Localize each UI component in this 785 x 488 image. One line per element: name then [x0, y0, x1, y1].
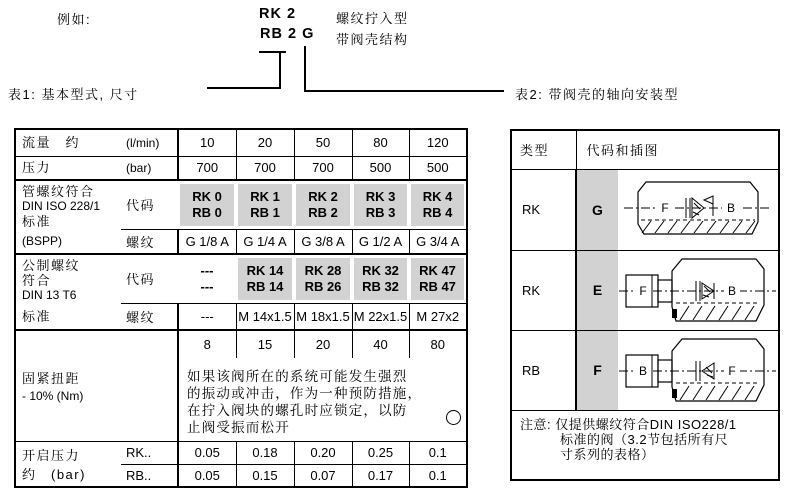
basic-type-table [14, 128, 468, 488]
metric-code-cell [236, 254, 294, 303]
housing-valve-diagram [618, 331, 778, 407]
table2-caption: 表2: 带阀壳的轴向安装型 [515, 87, 679, 102]
opening-label-line2: 约 (bar) [22, 467, 86, 483]
metric-code-cell [294, 254, 352, 303]
opening-rb-value: 0.17 [352, 464, 409, 487]
metric-label-line1: 公制螺纹 [22, 258, 81, 273]
bspp-thread: G 3/4 A [409, 229, 467, 254]
flow-row [15, 129, 467, 156]
torque-note-line: 的振动或冲击，作为一种预防措施， [187, 385, 423, 401]
opening-rk-label: RK.. [121, 441, 178, 464]
pressure-value: 500 [409, 156, 467, 180]
code-rk: --- [200, 262, 214, 278]
metric-thread: --- [178, 303, 236, 330]
torque-row [15, 330, 467, 358]
code-rk: RK 28 [304, 262, 342, 278]
valve-diagram-cell [618, 169, 779, 250]
table2-note-line2: 标准的阀（3.2节包括所有尺 [560, 431, 729, 447]
note-circle-mark [446, 410, 461, 425]
code-rb: RB 47 [419, 278, 456, 294]
torque-label-line1: 固紧扭距 [22, 371, 81, 387]
opening-rk-value: 0.18 [236, 441, 294, 464]
bspp-code-cell [409, 180, 467, 229]
opening-rk-value: 0.1 [409, 441, 467, 464]
housing-valve-diagram [618, 251, 778, 327]
flow-value: 50 [294, 129, 352, 156]
code-rk: RK 1 [250, 188, 280, 204]
bspp-code-cell [294, 180, 352, 229]
code-rb: RB 3 [365, 204, 396, 220]
opening-rb-label: RB.. [126, 467, 152, 483]
bspp-thread: G 1/4 A [236, 229, 294, 254]
order-code-rk: RK 2 [259, 6, 297, 22]
opening-label [15, 441, 121, 487]
valve-diagram-cell [618, 250, 779, 330]
bspp-code-cell [236, 180, 294, 229]
type-value: RK [511, 250, 576, 330]
metric-thread-row [15, 303, 467, 330]
metric-label-line3: DIN 13 T6 [22, 288, 77, 302]
type-value: RK [511, 169, 576, 250]
code-illustration-header: 代码和插图 [576, 130, 779, 169]
bspp-thread-row [15, 229, 467, 254]
torque-value: 20 [294, 330, 352, 358]
code-rk: RK 3 [365, 188, 396, 204]
metric-thread: M 14x1.5 [236, 303, 294, 330]
bspp-label [15, 180, 121, 229]
code-rk: RK 32 [362, 262, 399, 278]
bspp-thread-label: 螺纹 [121, 229, 178, 254]
torque-label-line2: - 10% (Nm) [22, 389, 84, 404]
code-value: F [576, 330, 618, 410]
code-value: E [576, 250, 618, 330]
port-left-label: B [638, 363, 648, 378]
torque-value: 80 [409, 330, 467, 358]
metric-code-cell [178, 254, 236, 303]
code-rb: RB 14 [246, 278, 284, 294]
port-right-label: B [726, 201, 736, 215]
port-right-label: F [728, 363, 736, 378]
code-rb: --- [200, 278, 214, 294]
code-rk: RK 47 [419, 262, 456, 278]
torque-note-line: 止阀受振而松开 [187, 419, 290, 435]
opening-label-line1: 开启压力 [22, 448, 81, 464]
pressure-row [15, 156, 467, 180]
connector-bracket-line [259, 51, 286, 53]
code-rb: RB 4 [422, 204, 453, 220]
code-rk: RK 2 [308, 188, 338, 204]
table2-note-line3: 寸系列的表格） [560, 446, 655, 462]
bspp-label-line3: 标准 [22, 214, 52, 229]
valve-diagram-cell [618, 330, 779, 410]
pressure-value: 700 [178, 156, 236, 180]
bspp-thread: G 3/8 A [294, 229, 352, 254]
row-rk-e [511, 250, 779, 330]
code-rk: RK 4 [422, 188, 453, 204]
bspp-thread: G 1/2 A [352, 229, 409, 254]
row-rb-f [511, 330, 779, 410]
port-left-label: F [661, 201, 669, 215]
table2-note-cell [511, 410, 779, 480]
bspp-label-line4: (BSPP) [15, 229, 121, 254]
opening-rb-value: 0.15 [236, 464, 294, 487]
flow-value: 10 [178, 129, 236, 156]
row-rk-g [511, 169, 779, 250]
opening-rb-value: 0.05 [178, 464, 236, 487]
bspp-code-cell [178, 180, 236, 229]
metric-thread: M 27x2 [409, 303, 467, 330]
torque-value: 15 [236, 330, 294, 358]
metric-code-row [15, 254, 467, 303]
connector-horizontal-left [207, 87, 281, 89]
bspp-label-line2: DIN ISO 228/1 [22, 199, 101, 213]
housing-type-table [510, 129, 780, 481]
order-code-rb-desc: 带阀壳结构 [336, 32, 409, 47]
table2 [510, 129, 780, 481]
code-rk: RK 14 [246, 262, 284, 278]
torque-note-cell [178, 358, 467, 441]
torque-value: 40 [352, 330, 409, 358]
bspp-label-line1: 管螺纹符合 [22, 184, 95, 199]
metric-thread-label: 螺纹 [121, 303, 178, 330]
table1-caption: 表1: 基本型式, 尺寸 [8, 87, 139, 102]
metric-label [15, 254, 121, 303]
code-rk: RK 0 [192, 188, 222, 204]
pressure-label: 压力 [15, 156, 121, 180]
example-label: 例如: [57, 12, 92, 27]
torque-value: 8 [178, 330, 236, 358]
port-left-label: F [639, 283, 647, 298]
bspp-code-label: 代码 [121, 180, 178, 229]
code-rb: RB 1 [250, 204, 280, 220]
flow-value: 20 [236, 129, 294, 156]
metric-thread: M 22x1.5 [352, 303, 409, 330]
metric-label-line2: 符合 [22, 273, 52, 288]
code-rb: RB 0 [192, 204, 222, 220]
opening-rk-value: 0.25 [352, 441, 409, 464]
order-code-rk-desc: 螺纹拧入型 [336, 11, 409, 26]
order-code-rb: RB 2 G [260, 26, 315, 42]
torque-note-line: 在拧入阀块的螺孔时应锁定，以防 [187, 402, 408, 418]
code-value: G [576, 169, 618, 250]
metric-code-cell [352, 254, 409, 303]
bspp-code-cell [352, 180, 409, 229]
metric-code-cell [409, 254, 467, 303]
code-rb: RB 26 [304, 278, 342, 294]
connector-horizontal-right [304, 90, 504, 92]
flow-value: 80 [352, 129, 409, 156]
metric-thread: M 18x1.5 [294, 303, 352, 330]
type-value: RB [511, 330, 576, 410]
table1 [14, 128, 468, 488]
table2-header-row [511, 130, 779, 169]
bspp-code-row [15, 180, 467, 229]
torque-label [15, 330, 178, 441]
connector-vertical-2 [304, 46, 306, 92]
flow-value: 120 [409, 129, 467, 156]
table2-note-row [511, 410, 779, 480]
code-rb: RB 2 [308, 204, 338, 220]
table2-note-line1: 注意: 仅提供螺纹符合DIN ISO228/1 [520, 416, 737, 432]
pressure-value: 700 [294, 156, 352, 180]
opening-rb-value: 0.07 [294, 464, 352, 487]
metric-label-line4: 标准 [15, 303, 121, 330]
pressure-unit: (bar) [121, 156, 178, 180]
pressure-value: 700 [236, 156, 294, 180]
flow-unit: (l/min) [121, 129, 178, 156]
cartridge-valve-diagram [622, 170, 774, 246]
opening-rk-row [15, 441, 467, 464]
pressure-value: 500 [352, 156, 409, 180]
opening-rk-value: 0.05 [178, 441, 236, 464]
opening-rk-value: 0.20 [294, 441, 352, 464]
opening-rb-value: 0.1 [409, 464, 467, 487]
port-right-label: B [727, 283, 737, 298]
code-rb: RB 32 [362, 278, 399, 294]
bspp-thread: G 1/8 A [178, 229, 236, 254]
connector-vertical-1 [279, 51, 281, 89]
torque-note-line: 如果该阀所在的系统可能发生强烈 [187, 368, 408, 384]
metric-code-label: 代码 [121, 254, 178, 303]
flow-label: 流量 约 [15, 129, 121, 156]
type-header: 类型 [511, 130, 576, 169]
